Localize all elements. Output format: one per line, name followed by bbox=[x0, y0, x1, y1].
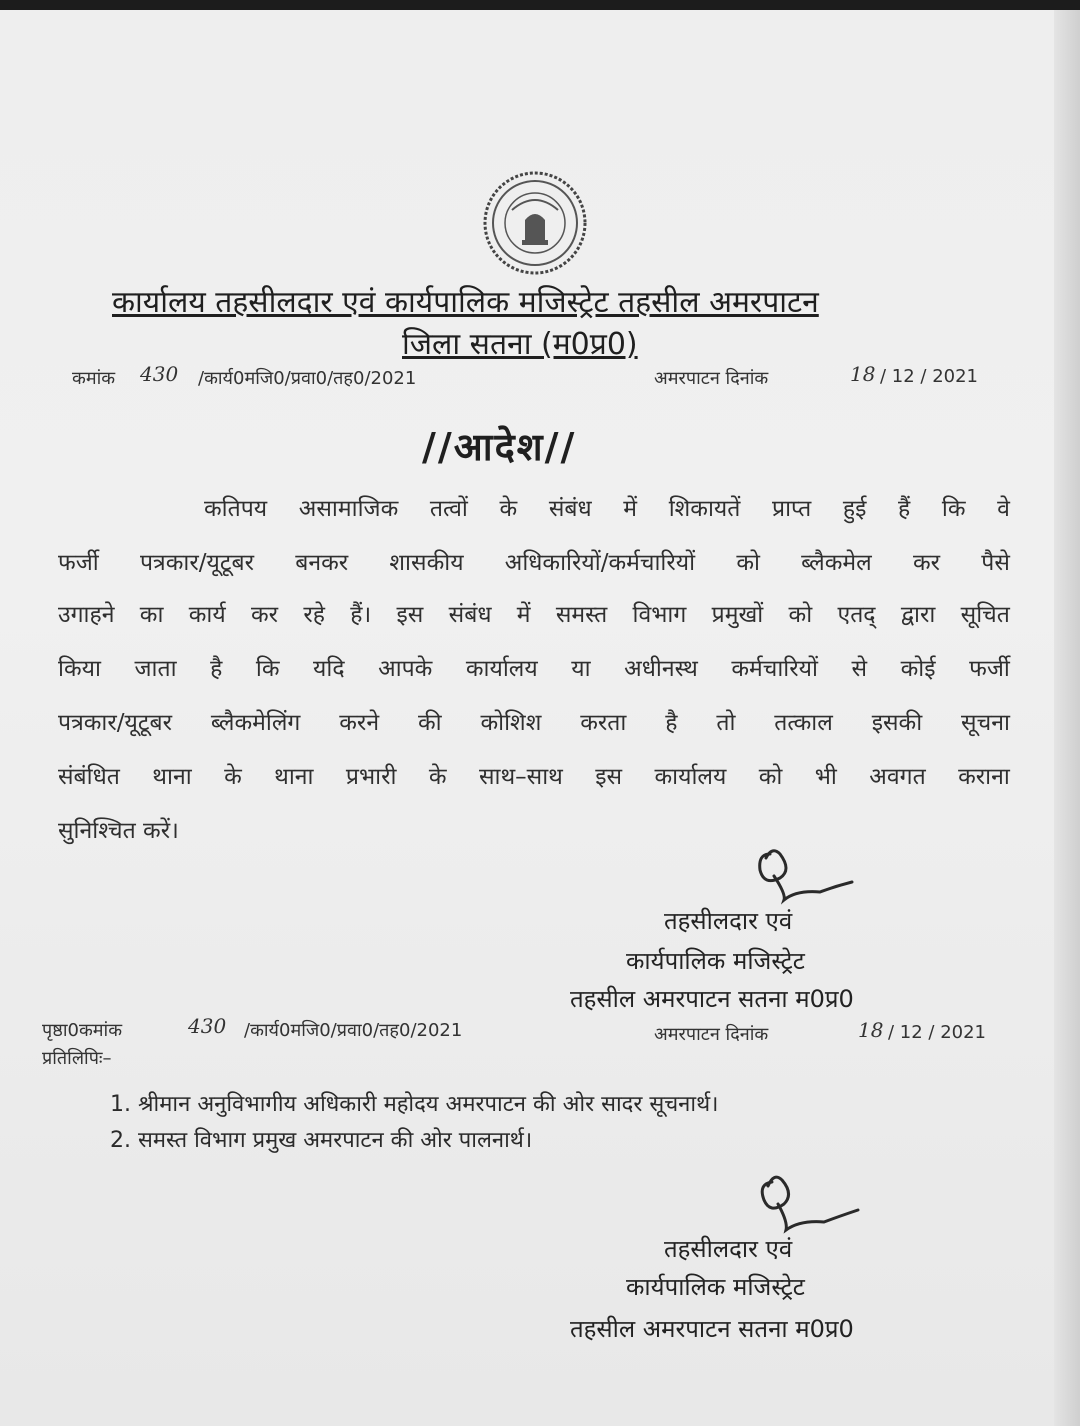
body-word: पैसे bbox=[981, 550, 1010, 576]
body-line-1 bbox=[204, 494, 1010, 524]
body-word: कोई bbox=[900, 656, 936, 682]
body-word: शिकायतें bbox=[668, 496, 741, 522]
body-word: संबंध bbox=[548, 496, 592, 522]
copy-item-1: 1. श्रीमान अनुविभागीय अधिकारी महोदय अमरपाटन की ओर सादर सूचनार्थ। bbox=[110, 1092, 719, 1117]
body-word: आपके bbox=[378, 656, 433, 682]
reference-day: 18 bbox=[850, 362, 876, 386]
body-word: से bbox=[851, 656, 868, 682]
body-word: सुनिश्चित करें। bbox=[58, 818, 179, 844]
body-word: वे bbox=[997, 496, 1010, 522]
body-word: कार्यालय bbox=[654, 764, 727, 790]
body-word: असामाजिक bbox=[298, 496, 399, 522]
endorsement-place-date-label: अमरपाटन दिनांक bbox=[654, 1024, 769, 1045]
body-word: है bbox=[665, 710, 678, 736]
signature-2-icon bbox=[744, 1160, 864, 1240]
body-word: रहे bbox=[303, 602, 325, 628]
body-word: फर्जी bbox=[969, 656, 1010, 682]
body-word: पत्रकार/यूटूबर bbox=[139, 550, 254, 576]
body-word: प्रभारी bbox=[345, 764, 397, 790]
body-word: को bbox=[736, 550, 760, 576]
body-word: ब्लैकमेल bbox=[801, 550, 872, 576]
body-word: थाना bbox=[274, 764, 314, 790]
body-word: एतद् bbox=[837, 602, 876, 628]
body-word: करने bbox=[339, 710, 380, 736]
body-word: फर्जी bbox=[58, 550, 99, 576]
body-word: संबंध bbox=[448, 602, 492, 628]
body-word: करता bbox=[580, 710, 627, 736]
body-word: कि bbox=[255, 656, 280, 682]
body-word: हैं bbox=[898, 496, 911, 522]
copy-item-2: 2. समस्त विभाग प्रमुख अमरपाटन की ओर पालनार्थ। bbox=[110, 1128, 533, 1153]
body-word: अधिकारियों/कर्मचारियों bbox=[504, 550, 696, 576]
body-word: हुई bbox=[842, 496, 867, 522]
body-word: कर bbox=[912, 550, 941, 576]
body-word: जाता bbox=[134, 656, 177, 682]
body-word: के bbox=[224, 764, 242, 790]
body-word: ब्लैकमेलिंग bbox=[210, 710, 301, 736]
body-word: कि bbox=[941, 496, 966, 522]
body-word: या bbox=[571, 656, 591, 682]
body-word: कतिपय bbox=[204, 496, 268, 522]
body-word: कार्य bbox=[188, 602, 226, 628]
body-word: इसकी bbox=[871, 710, 923, 736]
body-line-3 bbox=[58, 600, 1010, 630]
body-word: हैं। bbox=[350, 602, 372, 628]
body-word: किया bbox=[58, 656, 101, 682]
signature-1-line-2: कार्यपालिक मजिस्ट्रेट bbox=[626, 947, 805, 975]
body-word: सूचना bbox=[961, 710, 1010, 736]
district-title: जिला सतना (म0प्र0) bbox=[402, 327, 638, 362]
body-line-6 bbox=[58, 762, 1010, 792]
endorsement-number: 430 bbox=[188, 1014, 227, 1038]
paper-edge bbox=[1054, 10, 1080, 1426]
signature-1-icon bbox=[740, 834, 860, 910]
body-line-2 bbox=[58, 548, 1010, 578]
signature-1-line-1: तहसीलदार एवं bbox=[664, 907, 793, 935]
body-word: कोशिश bbox=[480, 710, 542, 736]
body-word: तत्वों bbox=[429, 496, 468, 522]
reference-date: / 12 / 2021 bbox=[880, 366, 979, 387]
reference-suffix: /कार्य0मजि0/प्रवा0/तह0/2021 bbox=[198, 368, 417, 389]
body-word: शासकीय bbox=[389, 550, 464, 576]
body-word: में bbox=[623, 496, 638, 522]
endorsement-day: 18 bbox=[858, 1018, 884, 1042]
body-line-7 bbox=[58, 816, 179, 846]
body-word: बनकर bbox=[295, 550, 349, 576]
body-word: समस्त bbox=[555, 602, 608, 628]
body-word: यदि bbox=[313, 656, 345, 682]
order-title: //आदेश// bbox=[422, 425, 577, 469]
body-word: इस bbox=[396, 602, 424, 628]
body-word: की bbox=[417, 710, 442, 736]
body-word: का bbox=[139, 602, 164, 628]
signature-2-line-2: कार्यपालिक मजिस्ट्रेट bbox=[626, 1273, 805, 1301]
endorsement-label: पृष्ठा0कमांक bbox=[42, 1020, 123, 1041]
copy-label: प्रतिलिपिः– bbox=[42, 1048, 112, 1069]
signature-2-line-1: तहसीलदार एवं bbox=[664, 1235, 793, 1263]
body-word: इस bbox=[595, 764, 623, 790]
reference-place-date-label: अमरपाटन दिनांक bbox=[654, 368, 769, 389]
body-word: कराना bbox=[958, 764, 1010, 790]
body-word: अधीनस्थ bbox=[624, 656, 698, 682]
body-line-5 bbox=[58, 708, 1010, 738]
reference-number: 430 bbox=[140, 362, 179, 386]
body-word: अवगत bbox=[869, 764, 926, 790]
signature-1-line-3: तहसील अमरपाटन सतना म0प्र0 bbox=[570, 985, 854, 1013]
body-word: कार्यालय bbox=[465, 656, 538, 682]
body-word: पत्रकार/यूटूबर bbox=[58, 710, 173, 736]
body-word: के bbox=[499, 496, 518, 522]
body-word: कर्मचारियों bbox=[731, 656, 818, 682]
body-word: में bbox=[516, 602, 531, 628]
endorsement-suffix: /कार्य0मजि0/प्रवा0/तह0/2021 bbox=[244, 1020, 463, 1041]
body-word: उगाहने bbox=[58, 602, 115, 628]
body-word: तो bbox=[716, 710, 736, 736]
government-emblem-icon bbox=[482, 170, 588, 276]
signature-2-line-3: तहसील अमरपाटन सतना म0प्र0 bbox=[570, 1315, 854, 1343]
body-word: के bbox=[428, 764, 447, 790]
body-word: है bbox=[210, 656, 223, 682]
body-word: तत्काल bbox=[774, 710, 833, 736]
office-title: कार्यालय तहसीलदार एवं कार्यपालिक मजिस्ट्रेट तहसील अमरपाटन bbox=[112, 285, 819, 320]
body-word: भी bbox=[814, 764, 837, 790]
body-word: संबंधित bbox=[58, 764, 120, 790]
body-word: विभाग bbox=[632, 602, 687, 628]
body-word: को bbox=[788, 602, 813, 628]
endorsement-date: / 12 / 2021 bbox=[888, 1022, 987, 1043]
body-word: कर bbox=[250, 602, 279, 628]
body-word: सूचित bbox=[960, 602, 1010, 628]
body-word: द्वारा bbox=[900, 602, 936, 628]
body-word: प्रमुखों bbox=[711, 602, 764, 628]
body-word: थाना bbox=[152, 764, 192, 790]
body-word: को bbox=[758, 764, 783, 790]
body-line-4 bbox=[58, 654, 1010, 684]
reference-label: कमांक bbox=[72, 368, 116, 389]
body-word: साथ–साथ bbox=[478, 764, 563, 790]
body-word: प्राप्त bbox=[772, 496, 812, 522]
